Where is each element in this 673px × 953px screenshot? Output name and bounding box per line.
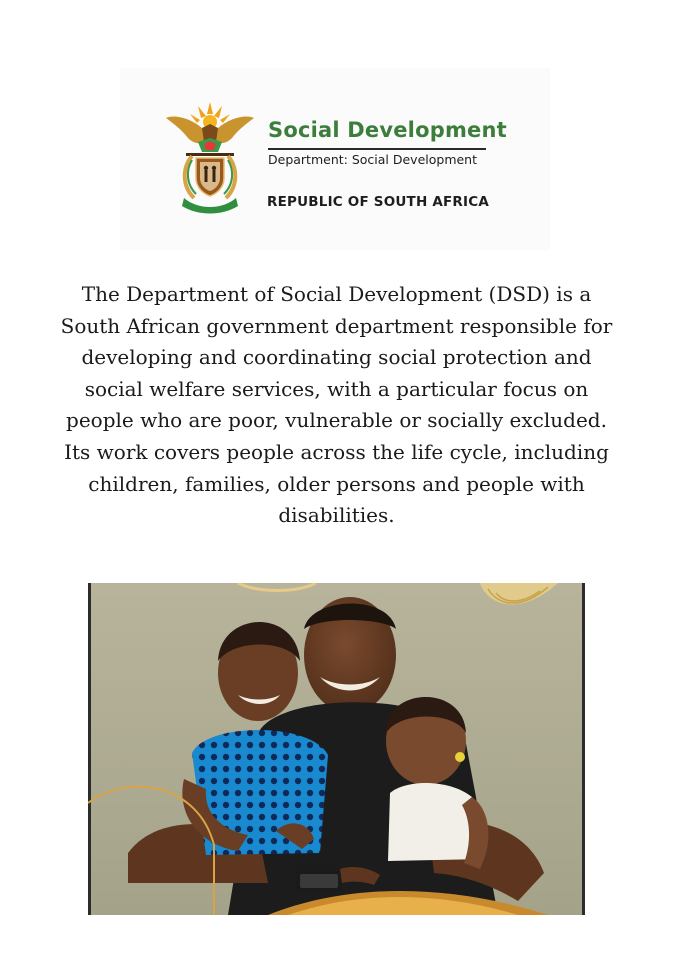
family-photo-illustration xyxy=(88,583,585,915)
department-description: The Department of Social Development (DSD) is a South African government department responsible for developing and coordinating social protection and social welfare services, with a particular focus on people who are poor, vulnerable or socially excluded. Its work covers people across the life cycle, including children, families, older persons and people with disabilities. xyxy=(60,282,613,528)
family-photo xyxy=(88,583,585,915)
divider xyxy=(268,148,486,150)
department-subtitle: Department: Social Development xyxy=(268,152,478,167)
department-logo xyxy=(120,68,550,250)
country-name: REPUBLIC OF SOUTH AFRICA xyxy=(267,194,490,210)
department-name: Social Development xyxy=(268,118,507,142)
coat-of-arms-icon xyxy=(164,100,256,216)
